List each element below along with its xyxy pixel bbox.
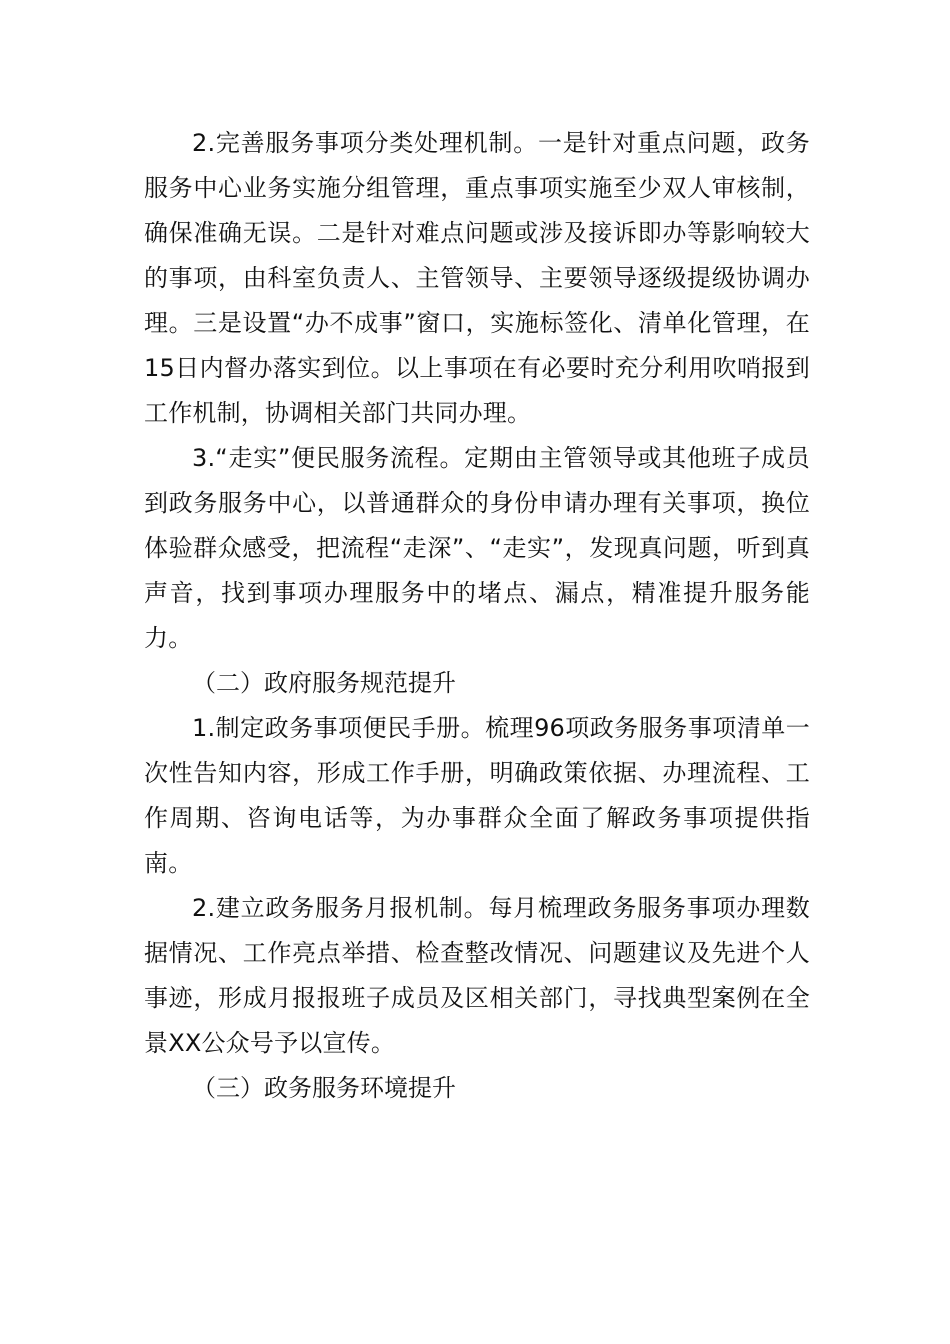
- paragraph-service-process: 3.“走实”便民服务流程。定期由主管领导或其他班子成员到政务服务中心，以普通群众的身份申请办理有关事项，换位体验群众感受，把流程“走深”、“走实”，发现真问题，听到真声音，找到事项办理服务中的堵点、漏点，精准提升服务能力。: [144, 444, 810, 652]
- section-heading-service-environment: （三）政务服务环境提升: [192, 1074, 456, 1102]
- section-heading-service-standard: （二）政府服务规范提升: [192, 669, 456, 697]
- paragraph-handbook: 1.制定政务事项便民手册。梳理96项政务服务事项清单一次性告知内容，形成工作手册，明确政策依据、办理流程、工作周期、咨询电话等，为办事群众全面了解政务事项提供指南。: [144, 714, 810, 877]
- document-body: [144, 121, 810, 1111]
- paragraph-monthly-report: 2.建立政务服务月报机制。每月梳理政务服务事项办理数据情况、工作亮点举措、检查整改情况、问题建议及先进个人事迹，形成月报报班子成员及区相关部门，寻找典型案例在全景XX公众号予以宣传。: [144, 894, 810, 1057]
- paragraph-classified-handling: 2.完善服务事项分类处理机制。一是针对重点问题，政务服务中心业务实施分组管理，重点事项实施至少双人审核制，确保准确无误。二是针对难点问题或涉及接诉即办等影响较大的事项，由科室负责人、主管领导、主要领导逐级提级协调办理。三是设置“办不成事”窗口，实施标签化、清单化管理，在15日内督办落实到位。以上事项在有必要时充分利用吹哨报到工作机制，协调相关部门共同办理。: [144, 129, 810, 427]
